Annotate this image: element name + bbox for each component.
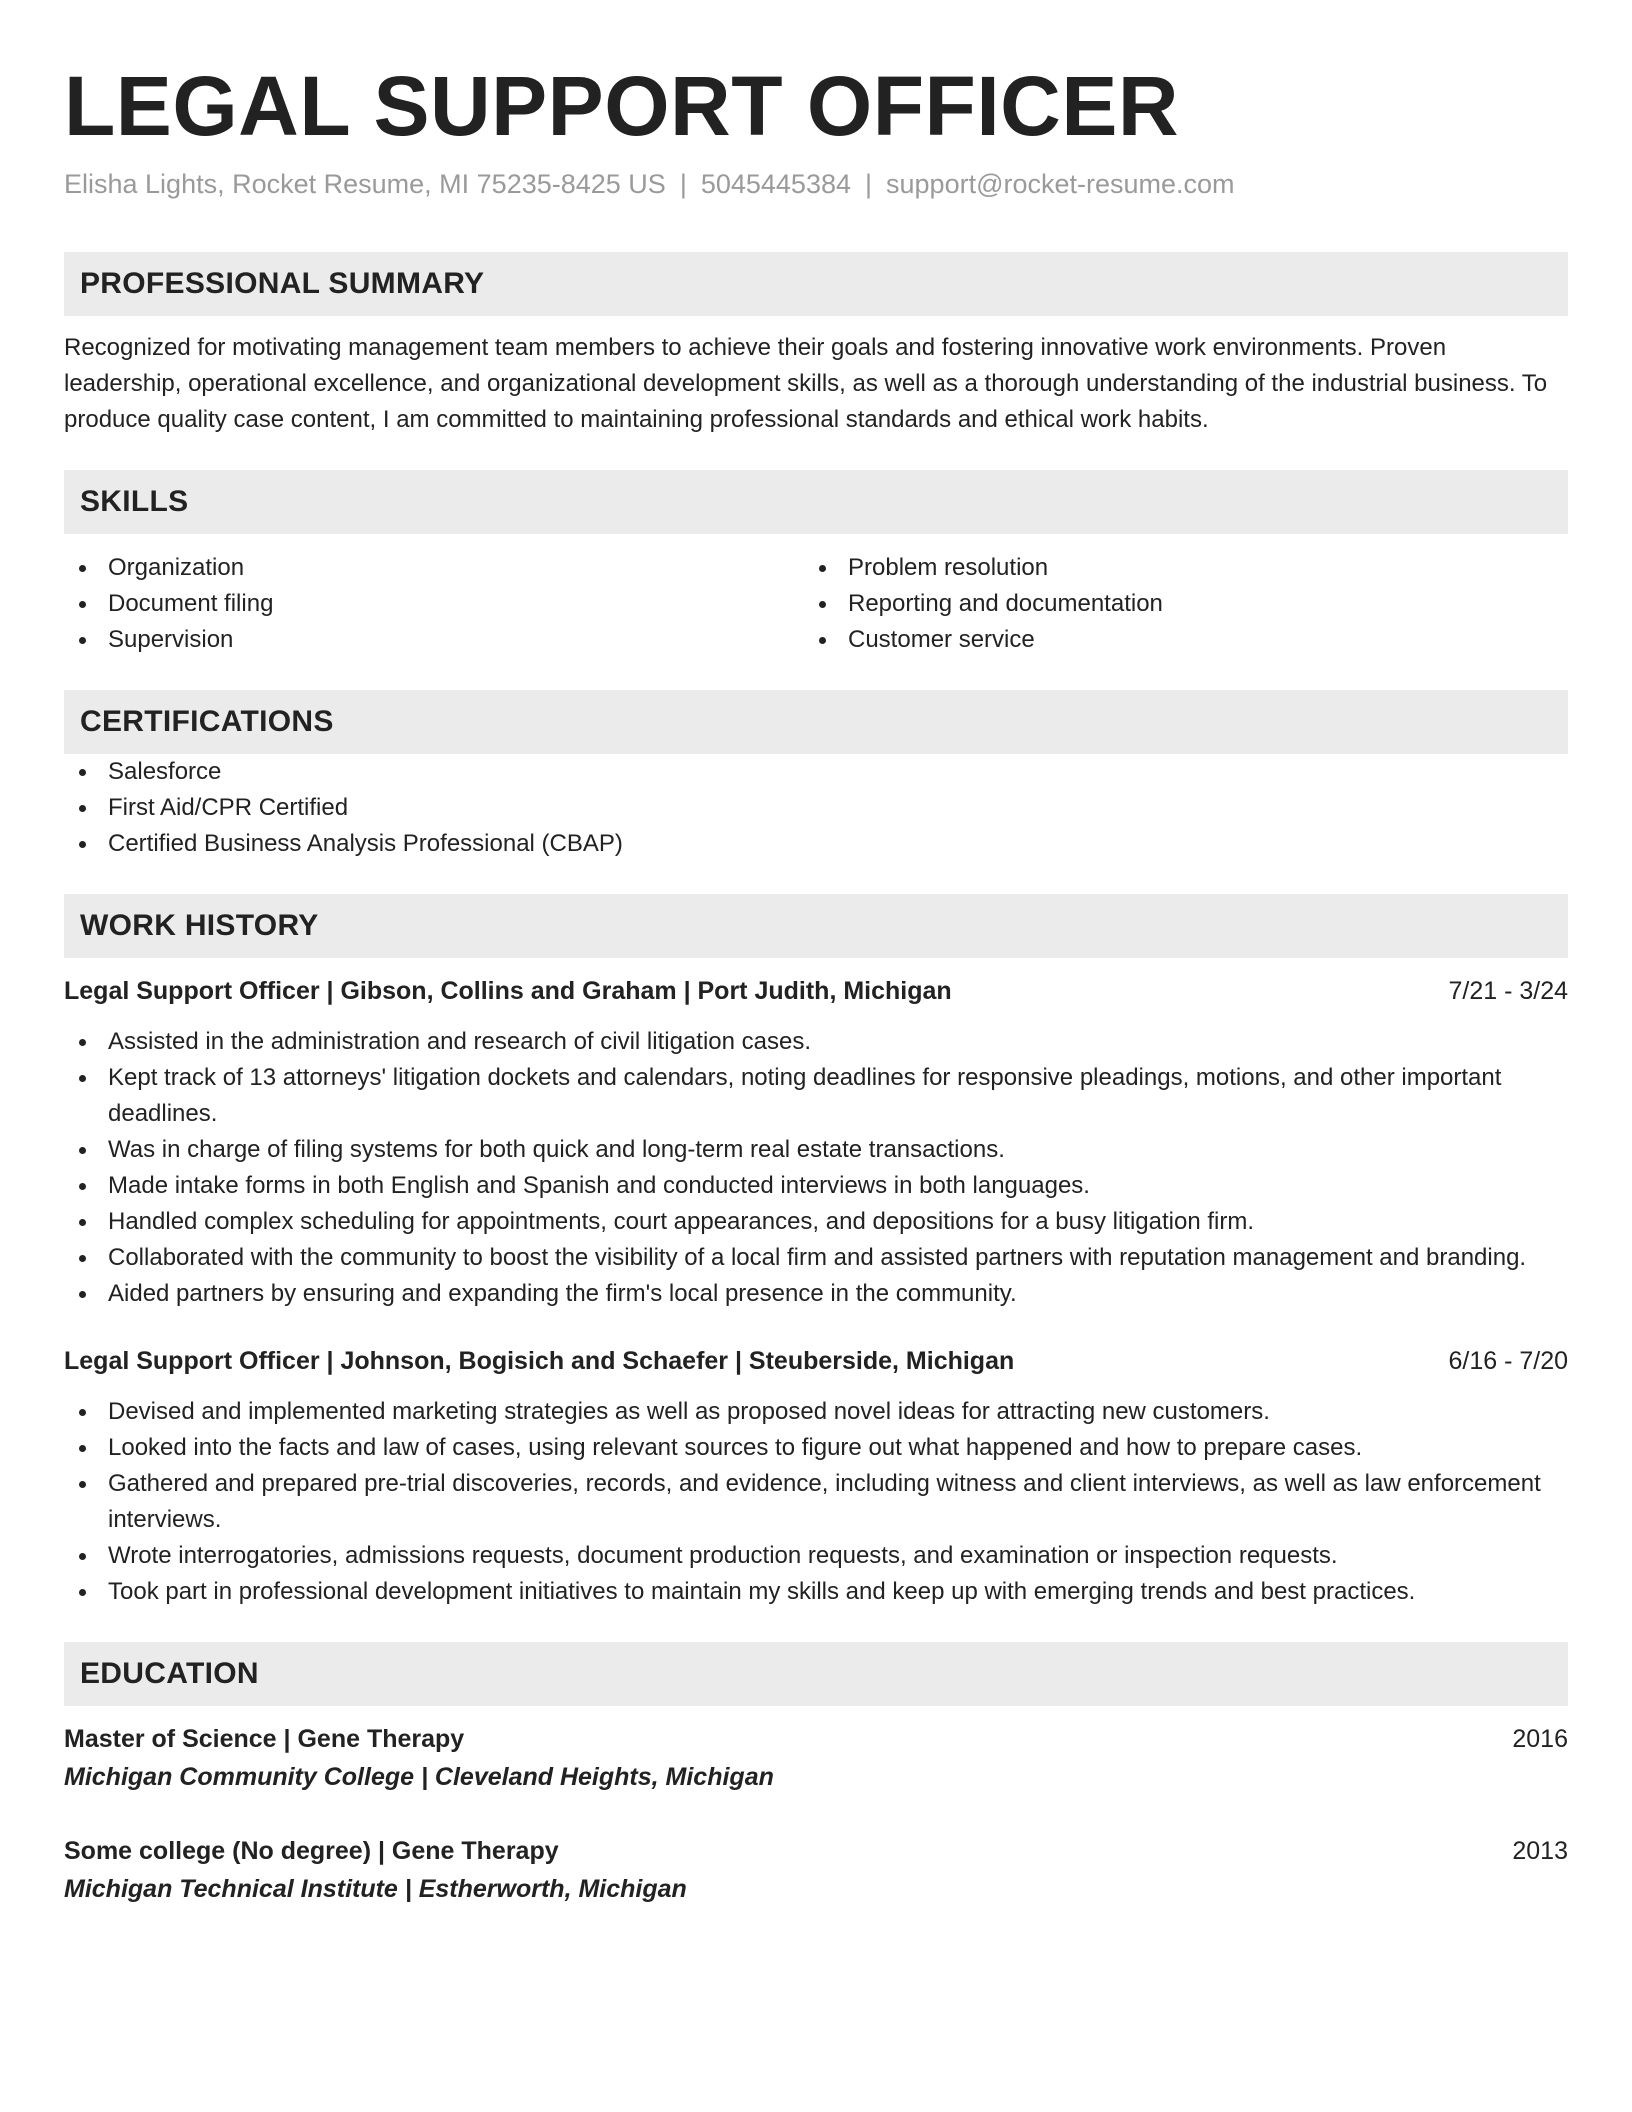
job-bullet: Took part in professional development initiatives to maintain my skills and keep up with emerging trends and best practices.: [64, 1574, 1568, 1610]
contact-separator: |: [679, 169, 687, 199]
summary-text: Recognized for motivating management team members to achieve their goals and fostering innovative work environments. Proven leadership, operational excellence, and organizational development skills, as well as a thorough understanding of the industrial business. To produce quality case content, I am committed to maintaining professional standards and ethical work habits.: [64, 334, 1548, 433]
job-bullet: Looked into the facts and law of cases, using relevant sources to figure out what happened and how to prepare cases.: [64, 1430, 1568, 1466]
education-entry: [64, 1720, 1568, 1796]
job-heading-row: [64, 972, 1568, 1010]
section-header-skills: SKILLS: [64, 470, 1568, 534]
job-dates: 7/21 - 3/24: [1448, 977, 1568, 1005]
job-bullet: Gathered and prepared pre-trial discoveries, records, and evidence, including witness and client interviews, as well as law enforcement interviews.: [64, 1466, 1568, 1538]
education-year: 2013: [1512, 1837, 1568, 1865]
job-bullet: Made intake forms in both English and Spanish and conducted interviews in both languages.: [64, 1168, 1568, 1204]
skill-item: Organization: [64, 550, 804, 586]
job-bullet: Collaborated with the community to boost the visibility of a local firm and assisted partners with reputation management and branding.: [64, 1240, 1568, 1276]
job-dates: 6/16 - 7/20: [1448, 1347, 1568, 1375]
contact-separator: |: [865, 169, 873, 199]
section-header-summary: PROFESSIONAL SUMMARY: [64, 252, 1568, 316]
contact-address: Elisha Lights, Rocket Resume, MI 75235-8425 US: [64, 169, 666, 199]
education-school: Michigan Technical Institute | Estherworth, Michigan: [64, 1875, 687, 1903]
skill-item: Document filing: [64, 586, 804, 622]
education-school: Michigan Community College | Cleveland Heights, Michigan: [64, 1763, 774, 1791]
certifications-list: [64, 754, 1568, 862]
contact-line: [64, 166, 1568, 202]
skills-column-left: [64, 550, 804, 658]
job-bullet: Devised and implemented marketing strategies as well as proposed novel ideas for attracting new customers.: [64, 1394, 1568, 1430]
skills-column-right: [804, 550, 1544, 658]
section-header-certifications: CERTIFICATIONS: [64, 690, 1568, 754]
job-bullet: Kept track of 13 attorneys' litigation dockets and calendars, noting deadlines for responsive pleadings, motions, and other important deadlines.: [64, 1060, 1568, 1132]
education-heading-row: [64, 1832, 1568, 1870]
certification-item: Salesforce: [64, 754, 1568, 790]
section-header-education: EDUCATION: [64, 1642, 1568, 1706]
job-bullet: Aided partners by ensuring and expanding the firm's local presence in the community.: [64, 1276, 1568, 1312]
education-entry: [64, 1832, 1568, 1908]
job-bullet: Assisted in the administration and research of civil litigation cases.: [64, 1024, 1568, 1060]
job-bullets: [64, 1024, 1568, 1312]
job-entry: [64, 972, 1568, 1312]
skills-grid: [64, 550, 1568, 658]
contact-phone: 5045445384: [700, 169, 851, 199]
contact-email: support@rocket-resume.com: [886, 169, 1235, 199]
resume-title: LEGAL SUPPORT OFFICER: [64, 59, 1180, 153]
skill-item: Supervision: [64, 622, 804, 658]
job-bullet: Handled complex scheduling for appointments, court appearances, and depositions for a busy litigation firm.: [64, 1204, 1568, 1240]
section-header-work-history: WORK HISTORY: [64, 894, 1568, 958]
job-title: Legal Support Officer | Johnson, Bogisich and Schaefer | Steuberside, Michigan: [64, 1347, 1015, 1375]
skill-item: Customer service: [804, 622, 1544, 658]
job-heading-row: [64, 1342, 1568, 1380]
job-bullet: Wrote interrogatories, admissions requests, document production requests, and examination or inspection requests.: [64, 1538, 1568, 1574]
job-bullets: [64, 1394, 1568, 1610]
education-heading-row: [64, 1720, 1568, 1758]
job-entry: [64, 1342, 1568, 1610]
job-title: Legal Support Officer | Gibson, Collins and Graham | Port Judith, Michigan: [64, 977, 952, 1005]
skill-item: Problem resolution: [804, 550, 1544, 586]
education-degree: Some college (No degree) | Gene Therapy: [64, 1837, 559, 1865]
education-degree: Master of Science | Gene Therapy: [64, 1725, 465, 1753]
job-bullet: Was in charge of filing systems for both quick and long-term real estate transactions.: [64, 1132, 1568, 1168]
skill-item: Reporting and documentation: [804, 586, 1544, 622]
education-year: 2016: [1512, 1725, 1568, 1753]
certification-item: First Aid/CPR Certified: [64, 790, 1568, 826]
certification-item: Certified Business Analysis Professional (CBAP): [64, 826, 1568, 862]
